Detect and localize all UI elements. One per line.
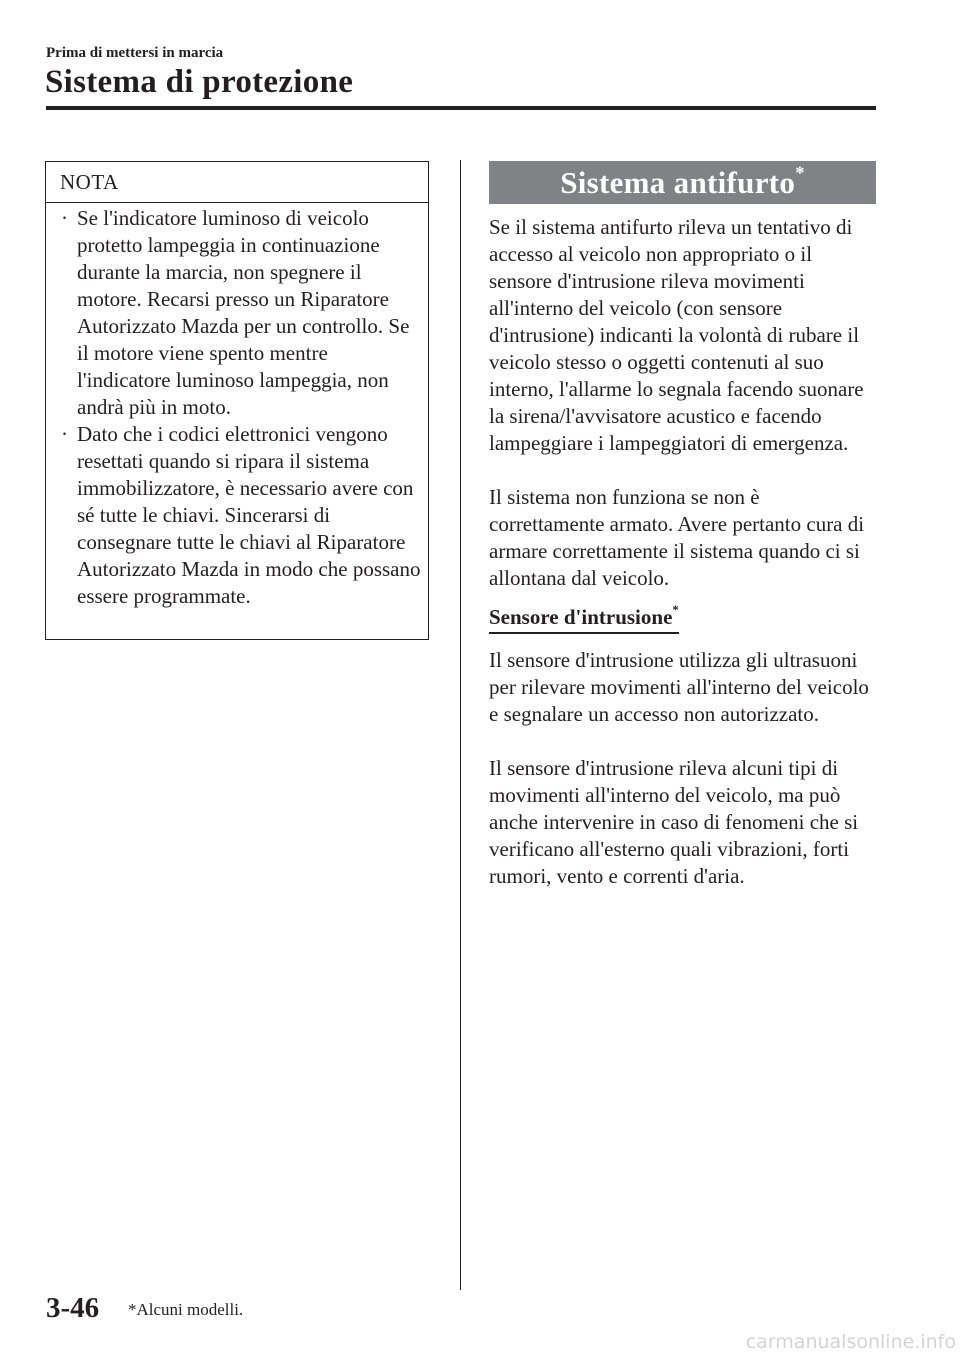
note-item-text: Se l'indicatore luminoso di veicolo protetto lampeggia in continuazione durante la marcia, non spegnere il motore. Recarsi presso un Riparatore Autorizzato Mazda per un controllo. Se il motore viene spento mentre l'indicatore luminoso lampeggia, non andrà più in moto. xyxy=(77,206,410,419)
note-label: NOTA xyxy=(46,162,428,203)
subsection-paragraph: Il sensore d'intrusione utilizza gli ultrasuoni per rilevare movimenti all'interno del veicolo e segnalare un accesso non autorizzato. xyxy=(489,648,869,726)
note-item xyxy=(46,421,428,610)
note-item xyxy=(46,205,428,421)
page-title: Sistema di protezione xyxy=(45,64,354,100)
page-number: 3-46 xyxy=(46,1292,100,1324)
bullet-dot-icon: · xyxy=(61,422,68,446)
subsection-heading xyxy=(489,604,679,634)
note-item-text: Dato che i codici elettronici vengono resettati quando si ripara il sistema immobilizzatore, è necessario avere con sé tutte le chiavi. Sincerarsi di consegnare tutte le chiavi al Riparatore Autorizzato Mazda in modo che possano essere programmate. xyxy=(77,422,421,608)
footnote: *Alcuni modelli. xyxy=(128,1300,244,1319)
note-box xyxy=(45,161,429,640)
section-heading-bar xyxy=(489,161,876,204)
main-column xyxy=(489,214,879,890)
note-list xyxy=(46,203,428,610)
subsection-paragraph: Il sensore d'intrusione rileva alcuni tipi di movimenti all'interno del veicolo, ma può anche intervenire in caso di fenomeni che si verificano all'esterno quali vibrazioni, forti rumori, vento e correnti d'aria. xyxy=(489,756,859,888)
section-paragraph: Se il sistema antifurto rileva un tentativo di accesso al veicolo non appropriato o il sensore d'intrusione rileva movimenti all'interno del veicolo (con sensore d'intrusione) indicanti la volontà di rubare il veicolo stesso o oggetti contenuti al suo interno, l'allarme lo segnala facendo suonare la sirena/l'avvisatore acustico e facendo lampeggiare i lampeggiatori di emergenza. xyxy=(489,215,864,455)
header-rule xyxy=(46,106,876,110)
watermark: carmanualsonline.info xyxy=(745,1331,956,1353)
section-heading: Sistema antifurto xyxy=(560,165,796,200)
subsection-heading-mark: * xyxy=(672,603,679,618)
column-divider xyxy=(460,160,461,1290)
section-paragraph: Il sistema non funziona se non è correttamente armato. Avere pertanto cura di armare correttamente il sistema quando ci si allontana dal veicolo. xyxy=(489,485,865,590)
section-heading-mark: * xyxy=(795,162,805,184)
bullet-dot-icon: · xyxy=(61,206,68,230)
running-header-section: Prima di mettersi in marcia xyxy=(46,45,224,61)
subsection-heading-text: Sensore d'intrusione xyxy=(489,605,673,629)
